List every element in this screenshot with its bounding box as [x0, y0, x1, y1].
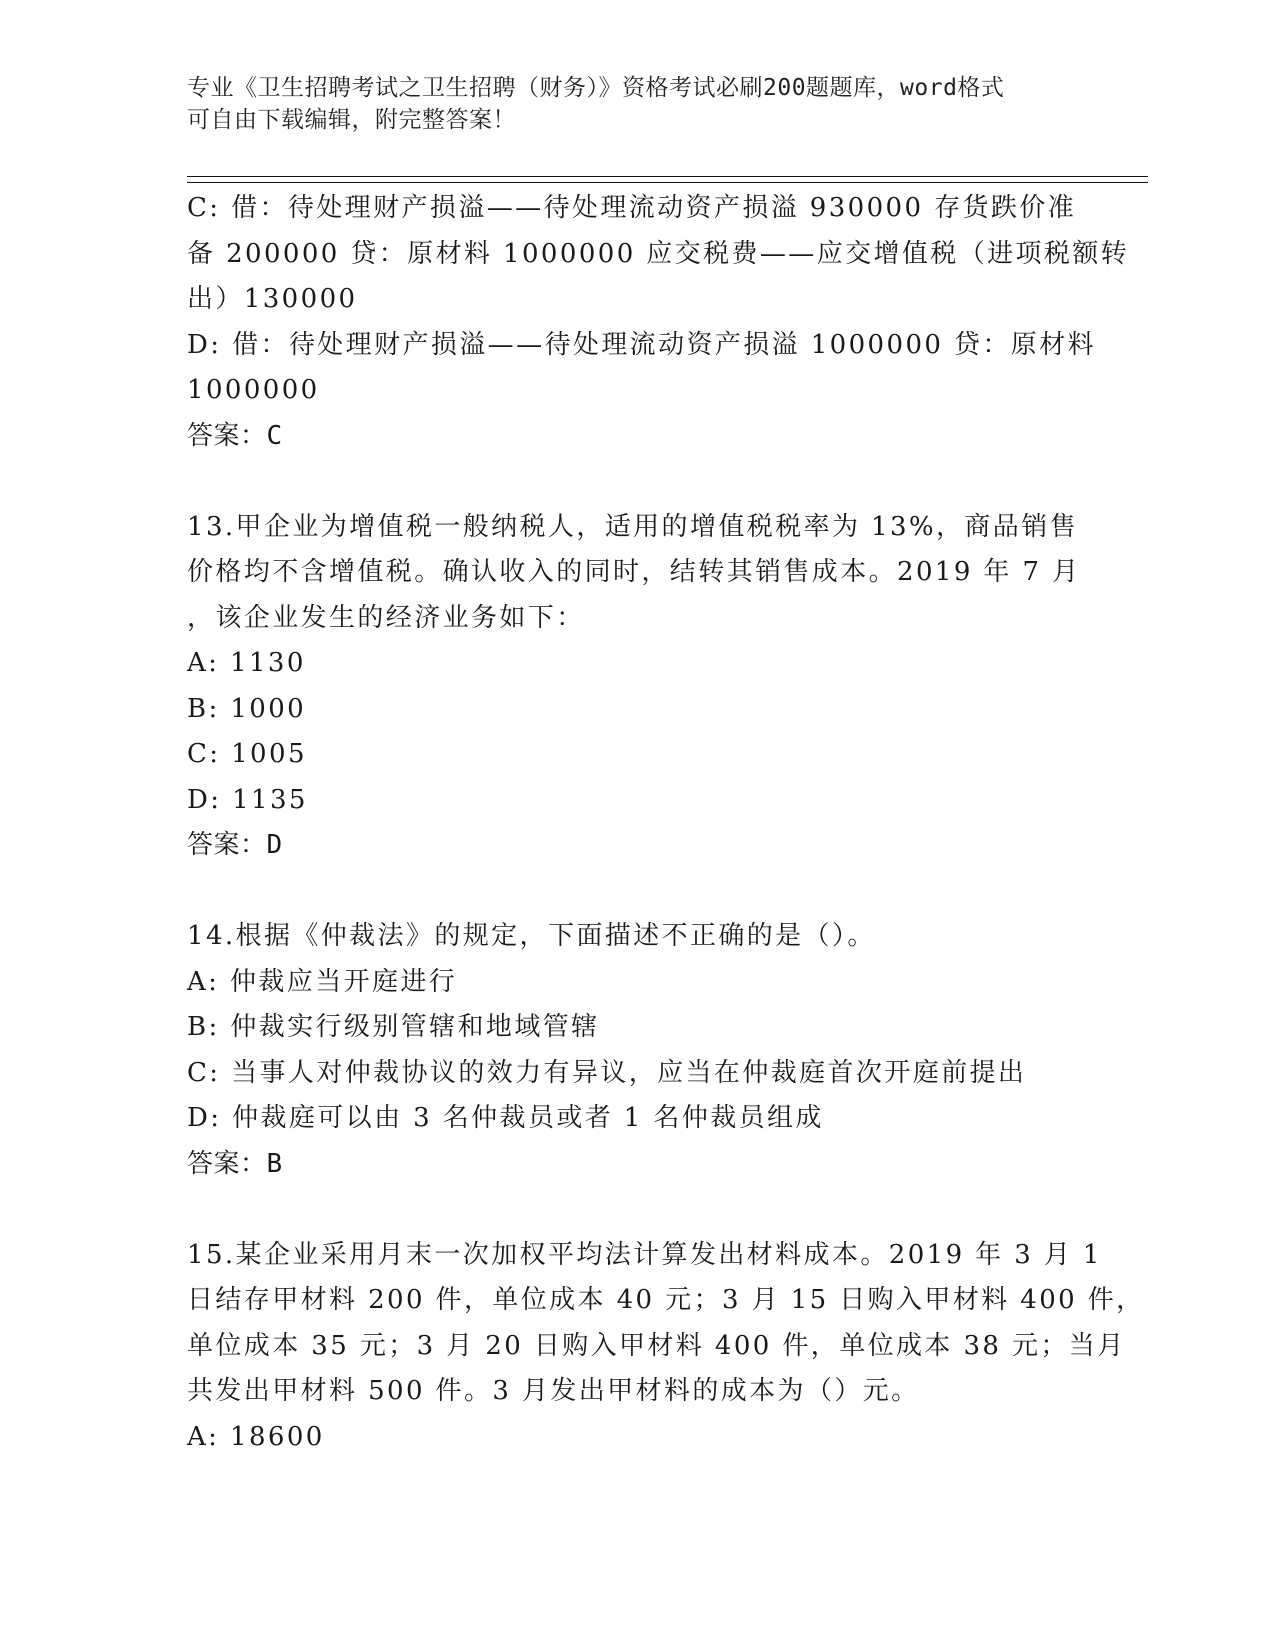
option-d: D: 仲裁庭可以由 3 名仲裁员或者 1 名仲裁员组成: [187, 1103, 824, 1133]
question-stem-line-2: 日结存甲材料 200 件，单位成本 40 元；3 月 15 日购入甲材料 400 件，: [187, 1285, 1145, 1315]
option-b: B: 1000: [187, 693, 307, 724]
question-stem-line-1: 14.根据《仲裁法》的规定，下面描述不正确的是（）。: [187, 921, 876, 951]
header-rule-bottom: [187, 182, 1148, 183]
option-d: D: 1135: [187, 784, 308, 815]
document-header: [187, 72, 1067, 136]
question-stem-line-4: 共发出甲材料 500 件。3 月发出甲材料的成本为（）元。: [187, 1376, 920, 1406]
header-line-1: 专业《卫生招聘考试之卫生招聘（财务）》资格考试必刷200题题库，word格式: [187, 75, 1005, 101]
option-c: C: 1005: [187, 739, 307, 769]
question-stem-line-3: 单位成本 35 元；3 月 20 日购入甲材料 400 件，单位成本 38 元；当月: [187, 1330, 1126, 1361]
answer-line: 答案：D: [187, 830, 283, 860]
question-stem-line-1: 15.某企业采用月末一次加权平均法计算发出材料成本。2019 年 3 月 1: [187, 1239, 1102, 1270]
spacer: [187, 459, 1087, 505]
question-14: [187, 914, 1087, 1187]
option-b: B: 仲裁实行级别管辖和地域管辖: [187, 1012, 600, 1042]
option-a: A: 仲裁应当开庭进行: [187, 966, 458, 997]
option-a: A: 18600: [187, 1421, 325, 1452]
question-13: [187, 505, 1087, 869]
question-stem-line-3: ，该企业发生的经济业务如下：: [187, 602, 585, 633]
option-d-line-1: D: 借：待处理财产损溢——待处理流动资产损溢 1000000 贷：原材料: [187, 329, 1096, 360]
option-c-line-1: C: 借：待处理财产损溢——待处理流动资产损溢 930000 存货跌价准: [187, 193, 1077, 223]
header-line-2: 可自由下载编辑，附完整答案！: [187, 107, 516, 133]
question-stem-line-2: 价格均不含增值税。确认收入的同时，结转其销售成本。2019 年 7 月: [187, 557, 1081, 587]
question-15: [187, 1233, 1145, 1461]
question-12-continued: [187, 186, 1130, 459]
option-c-line-3: 出）130000: [187, 284, 358, 314]
option-a: A: 1130: [187, 648, 306, 678]
option-c: C: 当事人对仲裁协议的效力有异议，应当在仲裁庭首次开庭前提出: [187, 1057, 1027, 1088]
answer-line: 答案：C: [187, 420, 283, 451]
answer-line: 答案：B: [187, 1148, 283, 1179]
question-stem-line-1: 13.甲企业为增值税一般纳税人，适用的增值税税率为 13%，商品销售: [187, 511, 1079, 542]
question-content: [187, 186, 1145, 1460]
spacer: [187, 869, 1087, 915]
option-c-line-2: 备 200000 贷：原材料 1000000 应交税费——应交增值税（进项税额转: [187, 238, 1130, 269]
header-rule-top: [187, 176, 1148, 177]
spacer: [187, 1187, 1087, 1233]
option-d-line-2: 1000000: [187, 375, 320, 405]
